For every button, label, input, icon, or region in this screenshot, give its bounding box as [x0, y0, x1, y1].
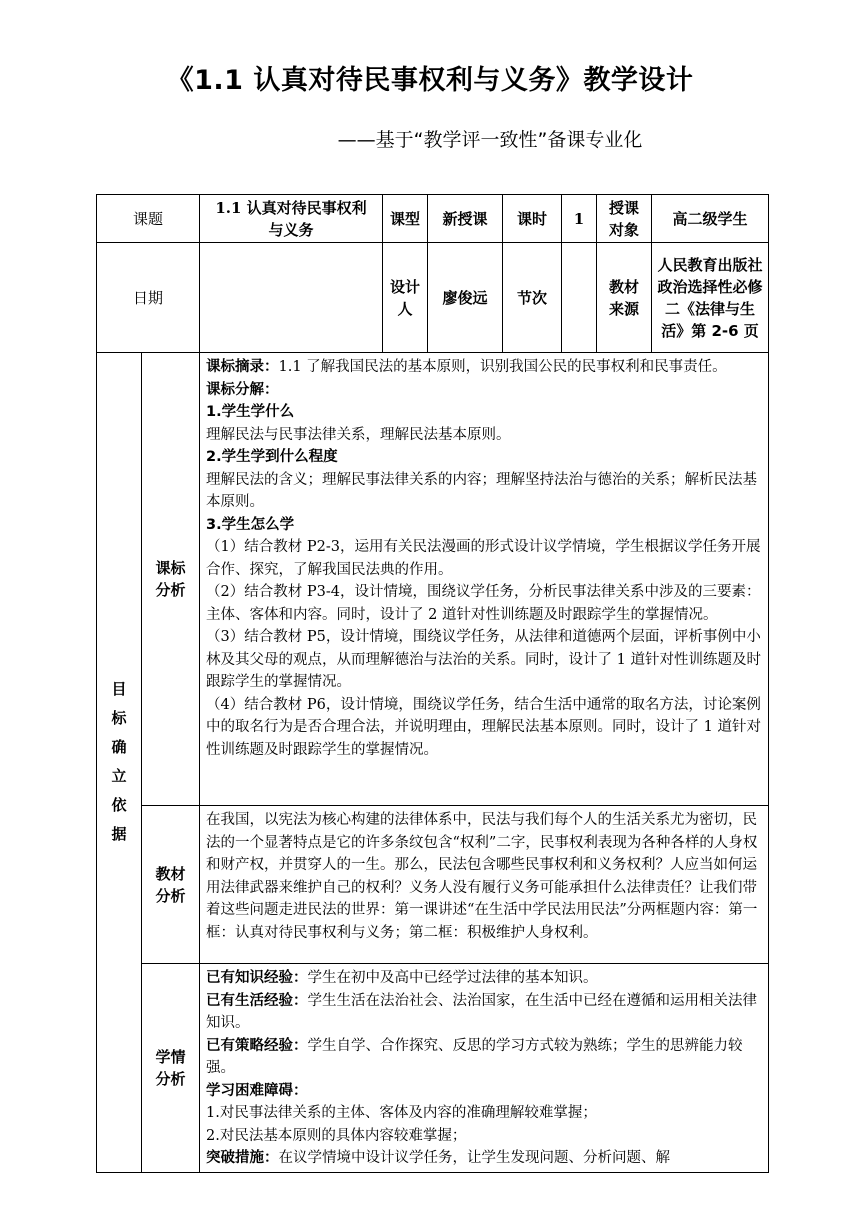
audience-value: 高二级学生: [652, 195, 769, 243]
textbook-text: 在我国，以宪法为核心构建的法律体系中，民法与我们每个人的生活关系尤为密切，民法的一个显著特点是它的许多条纹包含“权利”二字，民事权利表现为各种各样的人身权和财产权，并贯穿人的一生。那么，民法包含哪些民事权利和义务权利？人应当如何运用法律武器来维护自己的权利？义务人没有履行义务可能承担什么法律责任？让我们带着这些问题走进民法的世界：第一课讲述“在生活中学民法用民法”分两框题内容：第一框：认真对待民事权利与义务；第二框：积极维护人身权利。: [206, 812, 758, 941]
excerpt-label: 课标摘录：: [206, 359, 279, 375]
learners-label-cell: [142, 964, 200, 1173]
difficulty-label: 学习困难障碍：: [206, 1082, 308, 1099]
knowledge-label: 已有知识经验：: [206, 970, 308, 986]
header-row-2: [97, 243, 769, 353]
type-value: 新授课: [428, 195, 503, 243]
audience-label: 授课对象: [597, 195, 652, 243]
heading-degree: 2.学生学到什么程度: [206, 449, 338, 465]
document-title: 《1.1 认真对待民事权利与义务》教学设计: [166, 65, 694, 96]
document-subtitle: ——基于“教学评一致性”备课专业化: [337, 129, 643, 151]
breakthrough-text: 在议学情境中设计议学任务，让学生发现问题、分析问题、解: [278, 1150, 671, 1166]
breakthrough-label: 突破措施：: [206, 1150, 279, 1166]
strategy-label: 已有策略经验：: [206, 1037, 308, 1054]
heading-what: 1.学生学什么: [206, 404, 295, 420]
learners-content: [200, 964, 769, 1173]
curriculum-label-cell: [142, 353, 200, 806]
textbook-row: [97, 806, 769, 964]
course-label: 课题: [97, 195, 200, 243]
excerpt-text: 1.1 了解我国民法的基本原则，识别我国公民的民事权利和民事责任。: [278, 359, 727, 375]
designer-value: 廖俊远: [428, 243, 503, 353]
step-4: （4）结合教材 P6，设计情境，围绕议学任务，结合生活中通常的取名方法，讨论案例中的取名行为是否合理合法，并说明理由，理解民法基本原则。同时，设计了 1 道针对性训练题及时跟踪学生的掌握情况。: [206, 696, 761, 758]
date-label: 日期: [97, 243, 200, 353]
step-1: （1）结合教材 P2-3，运用有关民法漫画的形式设计议学情境，学生根据议学任务开展合作、探究，了解我国民法典的作用。: [206, 539, 761, 578]
difficulty-2: 2.对民法基本原则的具体内容较难掌握；: [206, 1127, 467, 1144]
lesson-plan-table: [96, 194, 769, 1173]
learners-row: [97, 964, 769, 1173]
course-value: 1.1 认真对待民事权利与义务: [200, 195, 383, 243]
knowledge-text: 学生在初中及高中已经学过法律的基本知识。: [307, 970, 598, 986]
hours-label: 课时: [503, 195, 562, 243]
basis-section-cell: [97, 353, 142, 1173]
date-value: [200, 243, 383, 353]
curriculum-row: [97, 353, 769, 806]
life-text: 学生生活在法治社会、法治国家，在生活中已经在遵循和运用相关法律知识。: [206, 992, 758, 1031]
source-label: 教材来源: [597, 243, 652, 353]
basis-section-label: 目标确立依据: [111, 680, 127, 844]
decompose-label: 课标分解：: [206, 381, 279, 398]
text-what: 理解民法与民事法律关系，理解民法基本原则。: [206, 426, 511, 443]
source-value: 人民教育出版社政治选择性必修二《法律与生活》第 2-6 页: [652, 243, 769, 353]
learners-label: 学情分析: [155, 1047, 186, 1088]
type-label: 课型: [383, 195, 428, 243]
curriculum-content: [200, 353, 769, 806]
strategy-text: 学生自学、合作探究、反思的学习方式较为熟练；学生的思辨能力较强。: [206, 1037, 743, 1076]
textbook-label: 教材分析: [155, 864, 186, 905]
step-3: （3）结合教材 P5，设计情境，围绕议学任务，从法律和道德两个层面，评析事例中小林及其父母的观点，从而理解德治与法治的关系。同时，设计了 1 道针对性训练题及时跟踪学生的掌握情况。: [206, 629, 761, 690]
heading-how: 3.学生怎么学: [206, 516, 295, 533]
period-label: 节次: [503, 243, 562, 353]
period-value: [562, 243, 597, 353]
designer-label: 设计人: [383, 243, 428, 353]
life-label: 已有生活经验：: [206, 992, 308, 1009]
textbook-label-cell: [142, 806, 200, 964]
step-2: （2）结合教材 P3-4，设计情境，围绕议学任务，分析民事法律关系中涉及的三要素：主体、客体和内容。同时，设计了 2 道针对性训练题及时跟踪学生的掌握情况。: [206, 584, 761, 623]
difficulty-1: 1.对民事法律关系的主体、客体及内容的准确理解较难掌握；: [206, 1105, 597, 1121]
header-row-1: [97, 195, 769, 243]
textbook-content: [200, 806, 769, 964]
text-degree: 理解民法的含义；理解民事法律关系的内容；理解坚持法治与德治的关系；解析民法基本原则。: [206, 471, 758, 510]
curriculum-label: 课标分析: [155, 559, 186, 599]
hours-value: 1: [562, 195, 597, 243]
